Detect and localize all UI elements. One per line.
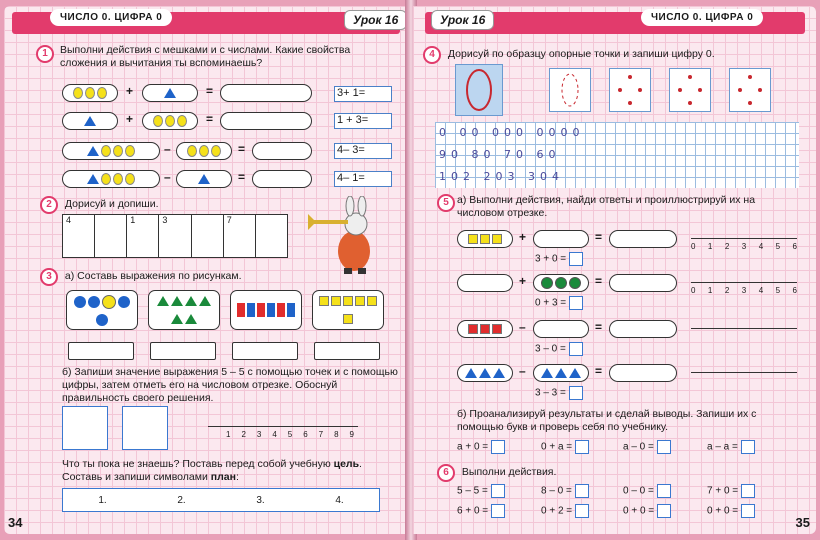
answer-box[interactable] xyxy=(569,252,583,266)
task-3b-text: б) Запиши значение выражения 5 – 5 с помощью точек и с помощью цифры, затем отметь его на числовом отрезке. Обоснуй правильность своего решения. xyxy=(62,366,398,404)
zero-sample-box xyxy=(455,64,503,116)
exercise xyxy=(541,504,589,518)
answer-box[interactable] xyxy=(741,504,755,518)
plan-item: 3. xyxy=(256,494,265,506)
bag xyxy=(533,320,589,338)
rule-text: а – а = xyxy=(707,441,738,453)
rule-text: 0 + а = xyxy=(541,441,573,453)
equals-sign: = xyxy=(206,112,214,126)
rule xyxy=(707,440,755,454)
dots-box[interactable] xyxy=(62,406,108,450)
plus-sign: + xyxy=(126,112,134,126)
minus-sign: – xyxy=(164,170,171,184)
bag xyxy=(142,112,198,130)
exercise xyxy=(707,484,755,498)
bag xyxy=(457,274,513,292)
task-4 xyxy=(423,46,803,64)
picture-circles xyxy=(66,290,138,330)
answer-box[interactable] xyxy=(657,484,671,498)
bag xyxy=(533,230,589,248)
answer-box[interactable] xyxy=(569,386,583,400)
task-number: 1 xyxy=(36,45,54,63)
tick-label: 4 xyxy=(272,430,277,439)
answer-bag[interactable] xyxy=(220,84,312,102)
zero-sample-icon xyxy=(456,65,502,115)
bag xyxy=(533,364,589,382)
dot-number-table xyxy=(62,214,288,258)
answer-box[interactable] xyxy=(491,484,505,498)
equals-sign: = xyxy=(238,142,246,156)
page-number: 34 xyxy=(8,515,23,530)
goal-line-2: Составь и запиши символами xyxy=(62,471,208,483)
number-line xyxy=(691,372,797,373)
equals-sign: = xyxy=(595,364,603,378)
tick-label: 5 xyxy=(775,286,781,295)
task-1 xyxy=(40,44,380,70)
task-number: 2 xyxy=(40,196,58,214)
expression-text: 3 – 0 = xyxy=(535,343,566,355)
trace-box[interactable] xyxy=(609,68,651,112)
expression: 4– 3= xyxy=(334,143,392,159)
exercise-text: 8 – 0 = xyxy=(541,485,572,497)
answer-box[interactable] xyxy=(657,440,671,454)
exercise xyxy=(457,504,505,518)
bag xyxy=(457,364,513,382)
task-text: а) Составь выражения по рисункам. xyxy=(64,270,242,282)
exercise-text: 5 – 5 = xyxy=(457,485,488,497)
expression-box[interactable] xyxy=(314,342,380,360)
answer-bag[interactable] xyxy=(609,320,677,338)
minus-sign: – xyxy=(519,320,526,334)
answer-bag[interactable] xyxy=(609,230,677,248)
exercise-text: 0 + 0 = xyxy=(623,505,655,517)
plan-item: 1. xyxy=(98,494,107,506)
points-icon xyxy=(730,69,770,111)
expression: 4– 1= xyxy=(334,171,392,187)
tick-label: 1 xyxy=(707,242,713,251)
zero-trace-icon xyxy=(550,69,590,111)
plan-item: 4. xyxy=(335,494,344,506)
tick-label: 4 xyxy=(758,286,764,295)
answer-bag[interactable] xyxy=(252,142,312,160)
rule-text: а + 0 = xyxy=(457,441,489,453)
tick-label: 0 xyxy=(691,242,696,251)
handwriting-line: 102 203 304 xyxy=(439,170,564,183)
digit-box[interactable] xyxy=(122,406,168,450)
expression-text: 3 + 0 = xyxy=(535,253,567,265)
task-6 xyxy=(437,464,556,482)
lesson-label: Урок 16 xyxy=(431,10,494,30)
task-number: 5 xyxy=(437,194,455,212)
expression-text: 0 + 3 = xyxy=(535,297,567,309)
task-text: Дорисуй и допиши. xyxy=(64,198,159,210)
answer-bag[interactable] xyxy=(609,364,677,382)
table-cell xyxy=(192,215,224,257)
bag xyxy=(533,274,589,292)
plan-box[interactable] xyxy=(62,488,380,512)
task-3 xyxy=(40,268,242,286)
number-line xyxy=(691,282,797,283)
bag xyxy=(457,320,513,338)
bag xyxy=(176,170,232,188)
answer-box[interactable] xyxy=(741,440,755,454)
trace-box[interactable] xyxy=(549,68,591,112)
bag xyxy=(142,84,198,102)
tick-label: 5 xyxy=(775,242,781,251)
page-header-title: ЧИСЛО 0. ЦИФРА 0 xyxy=(641,9,763,26)
exercise xyxy=(623,484,671,498)
rule-text: а – 0 = xyxy=(623,441,654,453)
expression: 3+ 1= xyxy=(334,86,392,102)
exercise xyxy=(707,504,755,518)
rule xyxy=(541,440,589,454)
plan-item: 2. xyxy=(177,494,186,506)
task-text: Выполни действия с мешками и с числами. Какие свойства сложения и вычитания ты вспоминаешь? xyxy=(60,44,351,69)
plus-sign: + xyxy=(126,84,134,98)
tick-label: 4 xyxy=(758,242,764,251)
bag xyxy=(176,142,232,160)
exercise-text: 7 + 0 = xyxy=(707,485,739,497)
expression-box[interactable] xyxy=(150,342,216,360)
answer-box[interactable] xyxy=(741,484,755,498)
answer-box[interactable] xyxy=(491,504,505,518)
tick-label: 6 xyxy=(792,242,797,251)
page-number: 35 xyxy=(795,515,810,530)
task-5 xyxy=(437,194,797,220)
answer-box[interactable] xyxy=(575,484,589,498)
expression: 1 + 3= xyxy=(334,113,392,129)
task-5b-text: б) Проанализируй результаты и сделай выводы. Запиши их с помощью букв и проверь себя по учебнику. xyxy=(457,408,757,433)
handwriting-line: 0 00 000 0000 xyxy=(439,126,585,139)
tick-label: 1 xyxy=(707,286,713,295)
tick-label: 1 xyxy=(226,430,231,439)
exercise-text: 0 + 2 = xyxy=(541,505,573,517)
tick-label: 5 xyxy=(287,430,293,439)
answer-bag[interactable] xyxy=(220,112,312,130)
tick-label: 2 xyxy=(724,286,730,295)
plus-sign: + xyxy=(519,274,527,288)
answer-box[interactable] xyxy=(569,342,583,356)
expression xyxy=(535,386,583,400)
bag xyxy=(62,84,118,102)
picture-triangles xyxy=(148,290,220,330)
number-line-ticks xyxy=(226,430,354,439)
tick-label: 3 xyxy=(256,430,262,439)
tick-label: 0 xyxy=(691,286,696,295)
trace-box[interactable] xyxy=(729,68,771,112)
exercise xyxy=(623,504,671,518)
exercise xyxy=(457,484,505,498)
equals-sign: = xyxy=(595,274,603,288)
bag xyxy=(457,230,513,248)
handwriting-line: 90 80 70 60 xyxy=(439,148,561,161)
plan-bold-word: план xyxy=(210,471,236,483)
rule xyxy=(623,440,671,454)
table-cell: 1 xyxy=(127,215,159,257)
exercise-text: 6 + 0 = xyxy=(457,505,489,517)
task-text: Выполни действия. xyxy=(461,466,557,478)
goal-bold-word: цель xyxy=(333,458,360,470)
minus-sign: – xyxy=(164,142,171,156)
tick-label: 3 xyxy=(741,242,747,251)
answer-box[interactable] xyxy=(569,296,583,310)
expression xyxy=(535,342,583,356)
answer-box[interactable] xyxy=(657,504,671,518)
task-number: 3 xyxy=(40,268,58,286)
answer-bag[interactable] xyxy=(609,274,677,292)
lesson-label: Урок 16 xyxy=(344,10,407,30)
number-line-ticks xyxy=(691,286,797,295)
equals-sign: = xyxy=(238,170,246,184)
left-page xyxy=(4,6,409,534)
points-icon xyxy=(670,69,710,111)
trace-box[interactable] xyxy=(669,68,711,112)
exercise-text: 0 + 0 = xyxy=(707,505,739,517)
minus-sign: – xyxy=(519,364,526,378)
tick-label: 9 xyxy=(349,430,354,439)
tick-label: 6 xyxy=(792,286,797,295)
tick-label: 2 xyxy=(724,242,730,251)
expression-box[interactable] xyxy=(232,342,298,360)
exercise xyxy=(541,484,589,498)
exercise-text: 0 – 0 = xyxy=(623,485,654,497)
task-text: а) Выполни действия, найди ответы и проиллюстрируй их на числовом отрезке. xyxy=(457,194,756,219)
equals-sign: = xyxy=(595,320,603,334)
answer-box[interactable] xyxy=(575,440,589,454)
tick-label: 2 xyxy=(241,430,246,439)
tick-label: 3 xyxy=(741,286,747,295)
points-icon xyxy=(610,69,650,111)
table-cell: 7 xyxy=(224,215,256,257)
equals-sign: = xyxy=(206,84,214,98)
task-text: Дорисуй по образцу опорные точки и запиши цифру 0. xyxy=(447,48,715,60)
rule xyxy=(457,440,505,454)
table-cell: 3 xyxy=(159,215,191,257)
task-number: 4 xyxy=(423,46,441,64)
number-line xyxy=(208,426,358,427)
answer-box[interactable] xyxy=(575,504,589,518)
table-cell: 4 xyxy=(63,215,95,257)
task-2 xyxy=(40,196,158,214)
goal-line-1: Что ты пока не знаешь? Поставь перед собой учебную xyxy=(62,458,331,470)
answer-bag[interactable] xyxy=(252,170,312,188)
tick-label: 6 xyxy=(303,430,308,439)
equals-sign: = xyxy=(595,230,603,244)
expression xyxy=(535,252,583,266)
bag xyxy=(62,142,160,160)
number-line xyxy=(691,328,797,329)
bag xyxy=(62,112,118,130)
picture-crossed-squares xyxy=(312,290,384,330)
expression xyxy=(535,296,583,310)
plus-sign: + xyxy=(519,230,527,244)
expression-text: 3 – 3 = xyxy=(535,387,566,399)
bag xyxy=(62,170,160,188)
right-page xyxy=(413,6,816,534)
picture-squares xyxy=(230,290,302,330)
answer-box[interactable] xyxy=(491,440,505,454)
number-line xyxy=(691,238,797,239)
tick-label: 8 xyxy=(334,430,339,439)
page-header-title: ЧИСЛО 0. ЦИФРА 0 xyxy=(50,9,172,26)
task-number: 6 xyxy=(437,464,455,482)
tick-label: 7 xyxy=(318,430,324,439)
table-cell xyxy=(256,215,287,257)
rabbit-trumpet-illustration xyxy=(304,196,394,276)
goal-text: Что ты пока не знаешь? Поставь перед собой учебную цель. Составь и запиши символами план: xyxy=(62,458,362,483)
table-cell xyxy=(95,215,127,257)
expression-box[interactable] xyxy=(68,342,134,360)
number-line-ticks xyxy=(691,242,797,251)
